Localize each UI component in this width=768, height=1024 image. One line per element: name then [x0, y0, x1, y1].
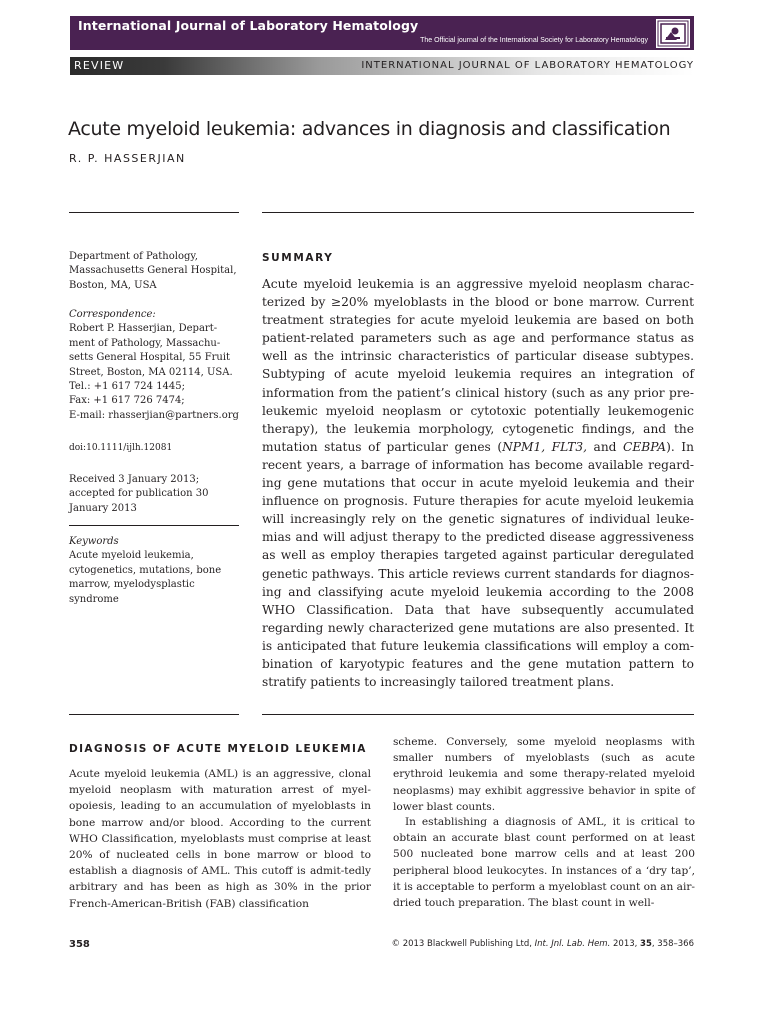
- body-column-2-para-2: In establishing a diagnosis of AML, it is critical to obtain an accurate blast count performed on at least 500 nucleated bone marrow cells and at least 200 peripheral blood leukocytes. In instances of a ‘dry tap’, it is acceptable to perform a myeloblast count on an air-dried touch preparation. The blast count in well-: [393, 816, 696, 910]
- page-number: 358: [69, 939, 90, 950]
- divider: [262, 714, 694, 715]
- journal-logo-icon: [656, 19, 690, 48]
- doi: doi:10.1111/ijlh.12081: [69, 443, 173, 453]
- correspondence: Correspondence: Robert P. Hasserjian, Depart- ment of Pathology, Massachu- setts General Hospital, 55 Fruit Street, Boston, MA 02114, USA. Tel.: +1 617 724 1445; Fax: +1 617 726 7474; E-mail: rhasserjian@partners.org: [69, 308, 241, 423]
- article-author: R. P. HASSERJIAN: [69, 152, 186, 165]
- article-type: REVIEW: [74, 59, 125, 72]
- correspondence-label: Correspondence:: [69, 309, 156, 320]
- keywords-label: Keywords: [69, 536, 119, 547]
- email: E-mail: rhasserjian@partners.org: [69, 409, 239, 421]
- journal-title: International Journal of Laboratory Hematology: [78, 18, 419, 33]
- keywords: Keywords Acute myeloid leukemia, cytogenetics, mutations, bone marrow, myelodysplastic syndrome: [69, 535, 241, 607]
- section-heading: DIAGNOSIS OF ACUTE MYELOID LEUKEMIA: [69, 743, 367, 755]
- section-bar: [70, 57, 694, 75]
- affiliation: Department of Pathology, Massachusetts General Hospital, Boston, MA, USA: [69, 251, 237, 291]
- body-column-2-para-1: scheme. Conversely, some myeloid neoplasms with smaller numbers of myeloblasts (such as acute erythroid leukemia and some therapy-related myeloid neoplasms) may exhibit aggressive behavior in spite of lower blast counts.: [393, 736, 695, 813]
- journal-running-head: INTERNATIONAL JOURNAL OF LABORATORY HEMATOLOGY: [361, 60, 694, 71]
- summary-text: Acute myeloid leukemia is an aggressive myeloid neoplasm charac-terized by ≥20% myeloblasts in the blood or bone marrow. Current treatment strategies for acute myeloid leukemia are based on both patient-related parameters such as age and performance status as well as the intrinsic characteristics of particular disease subtypes. Subtyping of acute myeloid leukemia requires an integration of information from the patient’s clinical history (such as any prior pre-leukemic myeloid neoplasm or cytotoxic potentially leukemogenic therapy), the leukemia morphology, cytogenetic findings, and the mutation status of particular genes (NPM1, FLT3, and CEBPA). In recent years, a barrage of information has become available regard-ing gene mutations that occur in acute myeloid leukemia and their influence on prognosis. Future therapies for acute myeloid leukemia will increasingly rely on the genetic signatures of individual leuke-mias and will adjust therapy to the predicted disease aggressiveness as well as employ therapies targeted against particular deregulated genetic pathways. This article reviews current standards for diagnos-ing and classifying acute myeloid leukemia according to the 2008 WHO Classification. Data that have subsequently accumulated regarding newly characterized gene mutations are also presented. It is anticipated that future leukemia classifications will employ a com-bination of karyotypic features and the gene mutation pattern to stratify patients to increasingly tailored treatment plans.: [262, 277, 694, 690]
- divider: [69, 714, 239, 715]
- body-column-1: Acute myeloid leukemia (AML) is an aggressive, clonal myeloid neoplasm with maturation arrest of myel-opoiesis, leading to an accumulation of myeloblasts in bone marrow and/or blood. According to the current WHO Classification, myeloblasts must comprise at least 20% of nucleated cells in bone marrow or blood to establish a diagnosis of AML. This cutoff is admit-tedly arbitrary and has been as high as 30% in the prior French-American-British (FAB) classification: [69, 768, 371, 910]
- divider: [262, 212, 694, 213]
- copyright-line: © 2013 Blackwell Publishing Ltd, Int. Jnl. Lab. Hem. 2013, 35, 358–366: [391, 939, 694, 949]
- journal-subtitle: The Official journal of the International Society for Laboratory Hematology: [420, 37, 648, 44]
- summary-heading: SUMMARY: [262, 252, 334, 264]
- divider: [69, 212, 239, 213]
- journal-banner: [70, 16, 694, 50]
- divider: [69, 525, 239, 526]
- received-dates: Received 3 January 2013; accepted for publication 30 January 2013: [69, 474, 209, 514]
- article-title: Acute myeloid leukemia: advances in diagnosis and classification: [68, 118, 671, 140]
